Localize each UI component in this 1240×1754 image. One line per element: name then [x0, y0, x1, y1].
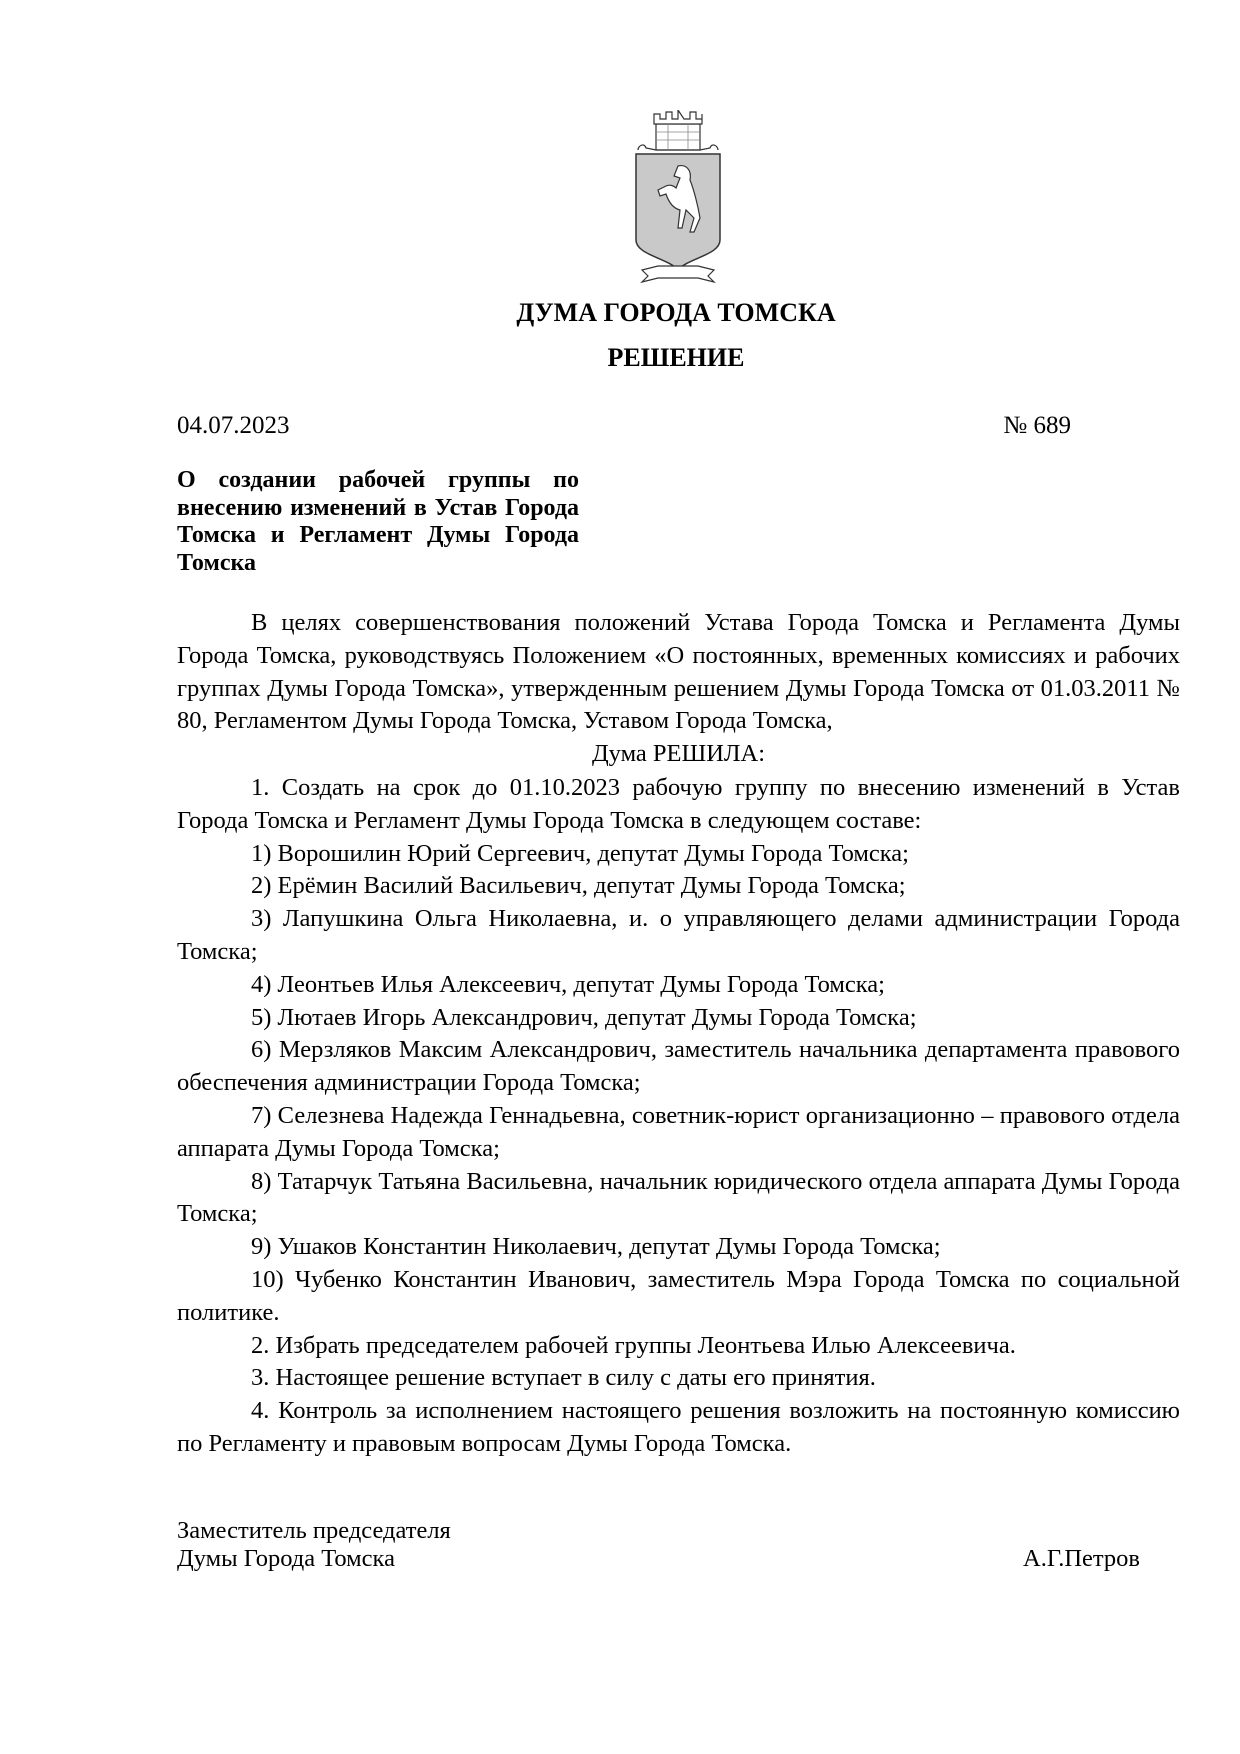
paragraph: 4. Контроль за исполнением настоящего решения возложить на постоянную комиссию по Регламенту и правовым вопросам Думы Города Томска. [177, 1397, 1180, 1457]
paragraph: 3. Настоящее решение вступает в силу с даты его принятия. [251, 1364, 876, 1392]
member-item: 10) Чубенко Константин Иванович, заместитель Мэра Города Томска по социальной политике. [177, 1265, 1180, 1326]
signer-organization: Думы Города Томска [177, 1545, 395, 1572]
preamble: В целях совершенствования положений Устава Города Томска и Регламента Думы Города Томска, руководствуясь Положением «О постоянных, временных комиссиях и рабочих группах Думы Города Томска», утвержденным решением Думы Города Томска от 01.03.2011 № 80, Регламентом Думы Города Томска, Уставом Города Томска, [177, 609, 1180, 735]
member-item: 6) Мерзляков Максим Александрович, заместитель начальника департамента правового обеспечения администрации Города Томска; [177, 1036, 1180, 1097]
coat-of-arms-emblem [628, 110, 728, 285]
paragraph: 1. Создать на срок до 01.10.2023 рабочую группу по внесению изменений в Устав Города Томска и Регламент Думы Города Томска в следующем составе: [177, 773, 1180, 834]
signer-name: А.Г.Петров [1023, 1545, 1140, 1572]
signature-block [177, 1517, 1140, 1573]
resolved-label: Дума РЕШИЛА: [591, 740, 766, 768]
member-item: 5) Лютаев Игорь Александрович, депутат Думы Города Томска; [251, 1003, 917, 1031]
member-item: 1) Ворошилин Юрий Сергеевич, депутат Думы Города Томска; [251, 839, 909, 867]
document-heading: О создании рабочей группы по внесению изменений в Устав Города Томска и Регламент Думы Города Томска [177, 467, 579, 576]
member-item: 2) Ерёмин Василий Васильевич, депутат Думы Города Томска; [251, 872, 906, 900]
member-item: 7) Селезнева Надежда Геннадьевна, советник-юрист организационно – правового отдела аппарата Думы Города Томска; [177, 1101, 1180, 1162]
document-type: РЕШЕНИЕ [607, 343, 745, 372]
member-item: 4) Леонтьев Илья Алексеевич, депутат Думы Города Томска; [251, 970, 885, 998]
signer-position: Заместитель председателя [177, 1517, 451, 1544]
member-item: 8) Татарчук Татьяна Васильевна, начальник юридического отдела аппарата Думы Города Томска; [177, 1167, 1180, 1228]
member-item: 9) Ушаков Константин Николаевич, депутат Думы Города Томска; [251, 1233, 941, 1261]
member-item: 3) Лапушкина Ольга Николаевна, и. о управляющего делами администрации Города Томска; [177, 905, 1180, 965]
paragraph: 2. Избрать председателем рабочей группы Леонтьева Илью Алексеевича. [251, 1331, 1016, 1359]
page-title: ДУМА ГОРОДА ТОМСКА [516, 298, 836, 327]
document-body [177, 607, 1180, 1461]
document-number: № 689 [1003, 412, 1071, 439]
document-date: 04.07.2023 [177, 412, 290, 439]
